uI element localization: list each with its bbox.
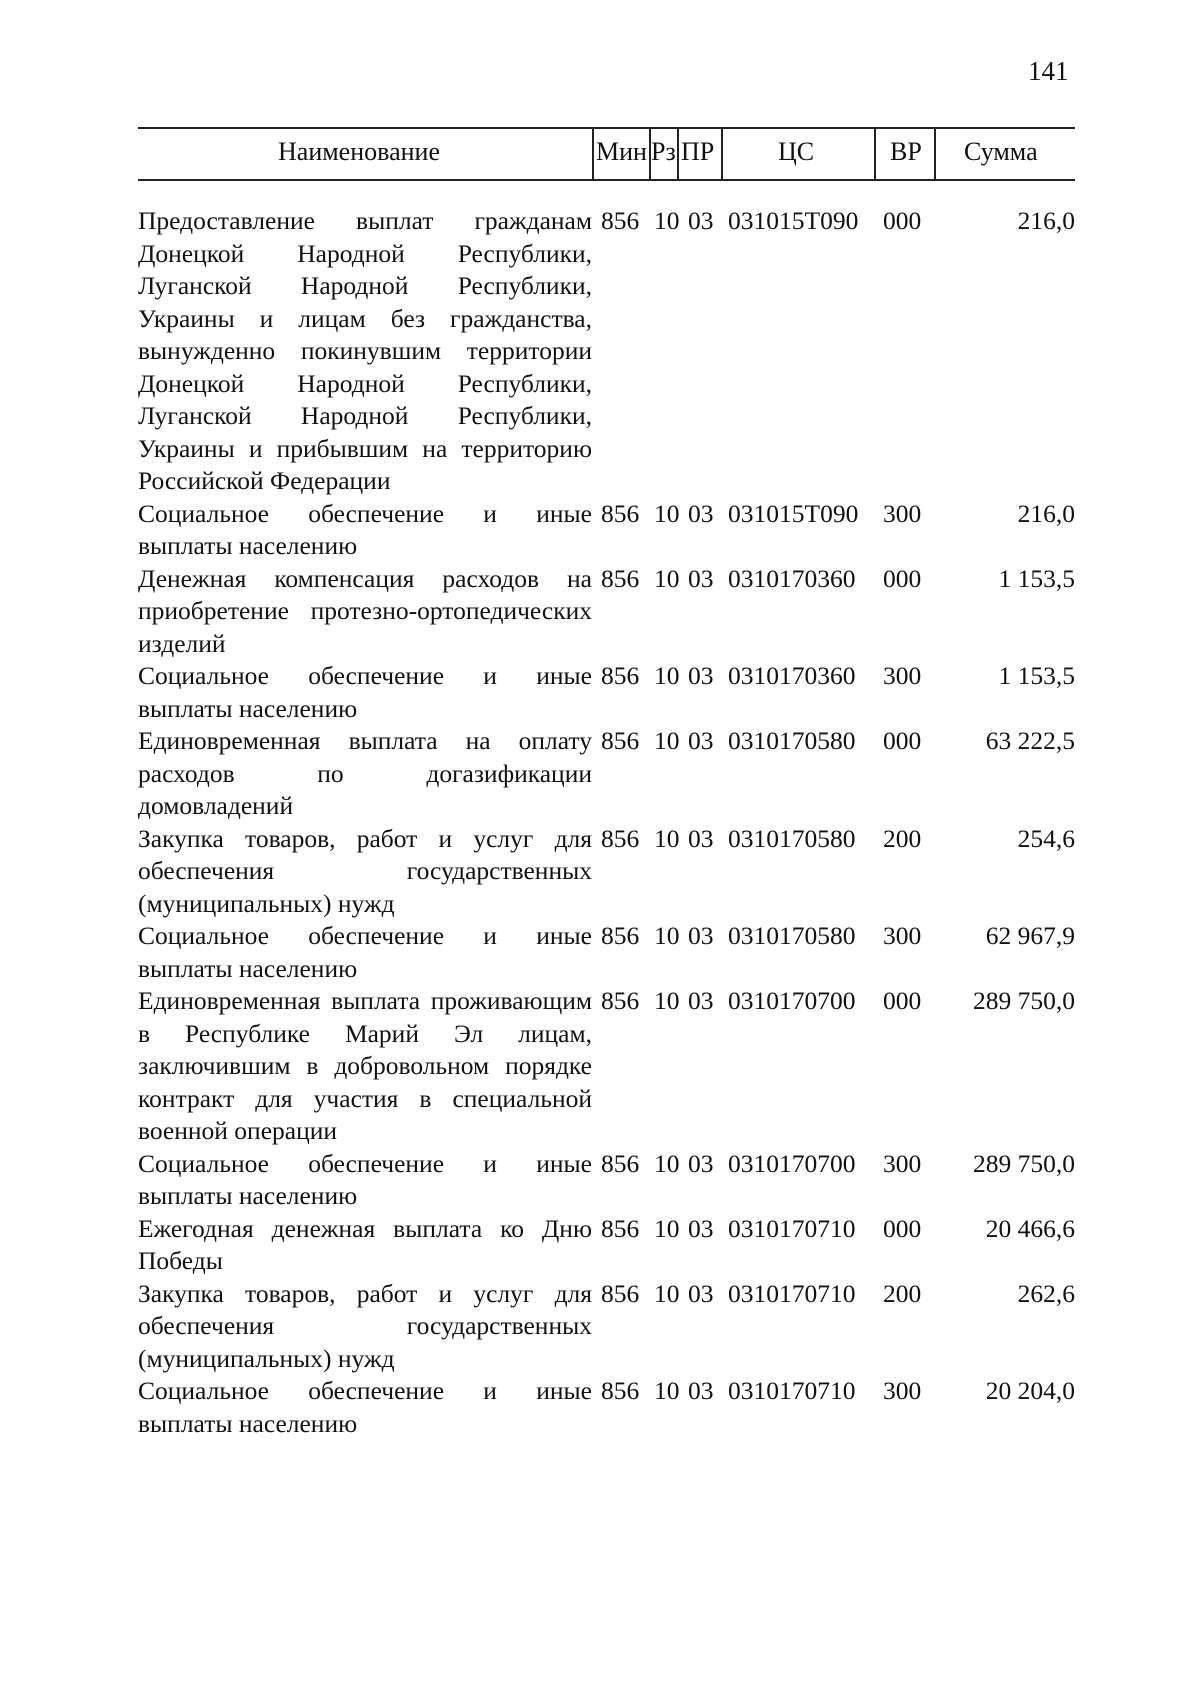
table-row [138,1375,1075,1440]
row-cs: 0310170700 [728,1148,856,1178]
row-name: Денежная компенсация расходов на приобретение протезно-ортопедических изделий [138,563,592,658]
row-vr: 200 [883,823,922,853]
row-min: 856 [601,1278,640,1308]
row-pr: 03 [688,726,714,755]
row-rz: 10 [654,206,680,235]
row-name: Закупка товаров, работ и услуг для обеспечения государственных (муниципальных) нужд [138,823,592,918]
row-name: Социальное обеспечение и иные выплаты населению [138,921,592,983]
row-name: Ежегодная денежная выплата ко Дню Победы [138,1213,592,1275]
row-cs: 0310170710 [728,1213,856,1243]
row-name: Предоставление выплат гражданам Донецкой Народной Республики, Луганской Народной Республики, Украины и лицам без гражданства, вынужденно покинувшим территории Донецкой Народной Республики, Луганской Народной Республики, Украины и прибывшим на территорию Российской Федерации [138,206,592,495]
row-pr: 03 [688,206,714,235]
row-pr: 03 [688,661,714,690]
row-min: 856 [601,1213,640,1243]
header-divider [934,129,936,179]
header-cs: ЦС [778,137,815,166]
row-pr: 03 [688,563,714,593]
header-rz: Рз [651,137,676,166]
row-sum: 216,0 [1017,206,1075,235]
row-min: 856 [601,206,640,235]
row-rz: 10 [654,1376,680,1405]
row-min: 856 [601,823,640,853]
row-name: Социальное обеспечение и иные выплаты населению [138,498,592,560]
row-min: 856 [601,563,640,593]
header-name: Наименование [278,137,440,166]
row-cs: 0310170710 [728,1376,856,1405]
header-divider [874,129,876,179]
table-row [138,823,1075,921]
row-sum: 254,6 [1017,823,1075,853]
row-cs: 0310170580 [728,823,856,853]
row-cs: 0310170360 [728,563,856,593]
table-row [138,660,1075,725]
row-sum: 1 153,5 [998,563,1075,593]
row-min: 856 [601,726,640,755]
header-vr: ВР [890,137,922,166]
table-row [138,563,1075,661]
table-row [138,920,1075,985]
row-sum: 262,6 [1017,1278,1075,1308]
row-name: Единовременная выплата на оплату расходов по догазификации домовладений [138,726,592,820]
header-divider [592,129,594,179]
row-sum: 289 750,0 [973,1148,1075,1178]
table-row [138,1148,1075,1213]
row-sum: 216,0 [1017,498,1075,528]
table-row [138,498,1075,563]
row-vr: 300 [883,1148,922,1178]
row-rz: 10 [654,1213,680,1243]
row-name: Социальное обеспечение и иные выплаты населению [138,1148,592,1210]
row-pr: 03 [688,1278,714,1308]
header-min: Мин [596,137,647,166]
header-pr: ПР [681,137,715,166]
row-name: Социальное обеспечение и иные выплаты населению [138,661,592,723]
row-sum: 20 466,6 [985,1213,1075,1243]
row-vr: 300 [883,1376,922,1405]
row-cs: 0310170580 [728,921,856,950]
row-sum: 1 153,5 [998,661,1075,690]
row-vr: 000 [883,1213,922,1243]
table-row [138,1278,1075,1376]
row-rz: 10 [654,1278,680,1308]
row-vr: 200 [883,1278,922,1308]
header-divider [677,129,679,179]
row-min: 856 [601,498,640,528]
row-vr: 000 [883,726,922,755]
row-rz: 10 [654,498,680,528]
row-vr: 000 [883,563,922,593]
table-row [138,1213,1075,1278]
row-min: 856 [601,1376,640,1405]
row-sum: 62 967,9 [985,921,1075,950]
row-sum: 289 750,0 [973,986,1075,1015]
row-min: 856 [601,661,640,690]
table-row [138,205,1075,498]
row-cs: 0310170580 [728,726,856,755]
row-cs: 0310170360 [728,661,856,690]
row-rz: 10 [654,726,680,755]
header-sum: Сумма [964,137,1038,166]
row-rz: 10 [654,921,680,950]
row-min: 856 [601,986,640,1015]
row-pr: 03 [688,921,714,950]
row-sum: 63 222,5 [985,726,1075,755]
row-min: 856 [601,1148,640,1178]
budget-table [138,127,1075,1440]
table-row [138,725,1075,823]
row-vr: 000 [883,986,922,1015]
row-cs: 031015Т090 [728,498,859,528]
row-name: Единовременная выплата проживающим в Республике Марий Эл лицам, заключившим в добровольном порядке контракт для участия в специальной военной операции [138,986,592,1145]
row-vr: 000 [883,206,922,235]
row-rz: 10 [654,563,680,593]
header-divider [721,129,723,179]
row-name: Социальное обеспечение и иные выплаты населению [138,1376,592,1438]
row-vr: 300 [883,498,922,528]
row-pr: 03 [688,498,714,528]
row-name: Закупка товаров, работ и услуг для обеспечения государственных (муниципальных) нужд [138,1278,592,1373]
row-pr: 03 [688,1376,714,1405]
row-pr: 03 [688,1213,714,1243]
row-cs: 031015Т090 [728,206,859,235]
row-rz: 10 [654,661,680,690]
row-cs: 0310170700 [728,986,856,1015]
row-vr: 300 [883,661,922,690]
table-body [138,205,1075,1440]
row-min: 856 [601,921,640,950]
row-pr: 03 [688,986,714,1015]
table-header [138,127,1075,181]
row-cs: 0310170710 [728,1278,856,1308]
row-pr: 03 [688,823,714,853]
table-row [138,985,1075,1148]
page-number: 141 [1028,56,1069,86]
row-vr: 300 [883,921,922,950]
row-rz: 10 [654,1148,680,1178]
row-rz: 10 [654,986,680,1015]
row-rz: 10 [654,823,680,853]
row-pr: 03 [688,1148,714,1178]
row-sum: 20 204,0 [985,1376,1075,1405]
